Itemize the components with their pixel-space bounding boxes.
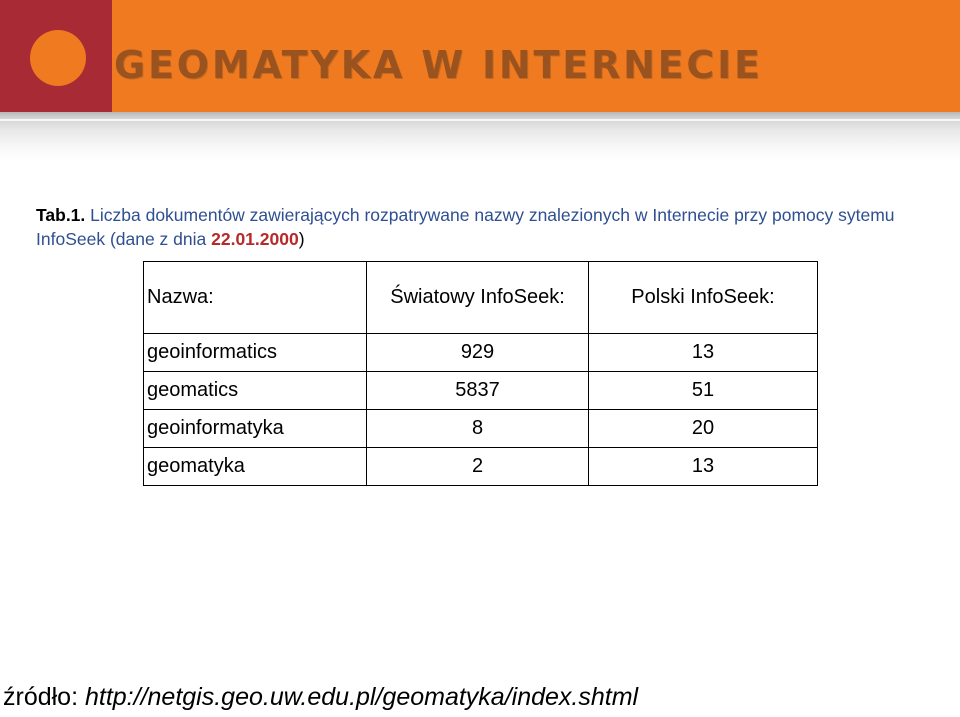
table-row bbox=[144, 448, 818, 486]
source-url-link[interactable]: http://netgis.geo.uw.edu.pl/geomatyka/index.shtml bbox=[84, 683, 639, 711]
cell-world: 2 bbox=[367, 448, 589, 486]
caption-text: Liczba dokumentów zawierających rozpatrywane nazwy znalezionych w Internecie przy pomocy sytemu InfoSeek (dane z dnia bbox=[36, 205, 895, 249]
caption-label: Tab.1. bbox=[36, 205, 86, 225]
table-row bbox=[144, 334, 818, 372]
cell-name: geoinformatyka bbox=[144, 410, 367, 448]
table-row bbox=[144, 372, 818, 410]
cell-name: geoinformatics bbox=[144, 334, 367, 372]
caption-date: 22.01.2000 bbox=[211, 229, 299, 249]
table-caption bbox=[36, 203, 936, 251]
cell-name: geomatics bbox=[144, 372, 367, 410]
table-row bbox=[144, 410, 818, 448]
cell-polish: 13 bbox=[589, 334, 818, 372]
header-divider bbox=[0, 119, 960, 121]
cell-polish: 51 bbox=[589, 372, 818, 410]
source-line bbox=[3, 681, 638, 713]
cell-world: 8 bbox=[367, 410, 589, 448]
caption-close: ) bbox=[298, 229, 305, 249]
results-table bbox=[143, 261, 818, 486]
circle-icon bbox=[30, 30, 86, 86]
source-label: źródło: bbox=[3, 683, 85, 711]
page-title: GEOMATYKA W INTERNECIE bbox=[114, 43, 763, 87]
cell-name: geomatyka bbox=[144, 448, 367, 486]
header-cell-name: Nazwa: bbox=[144, 262, 367, 334]
cell-world: 5837 bbox=[367, 372, 589, 410]
cell-world: 929 bbox=[367, 334, 589, 372]
header-cell-polish: Polski InfoSeek: bbox=[589, 262, 818, 334]
header-cell-world: Światowy InfoSeek: bbox=[367, 262, 589, 334]
cell-polish: 13 bbox=[589, 448, 818, 486]
header-red-square bbox=[0, 0, 112, 112]
cell-polish: 20 bbox=[589, 410, 818, 448]
header-banner bbox=[0, 0, 960, 112]
table-header-row bbox=[144, 262, 818, 334]
